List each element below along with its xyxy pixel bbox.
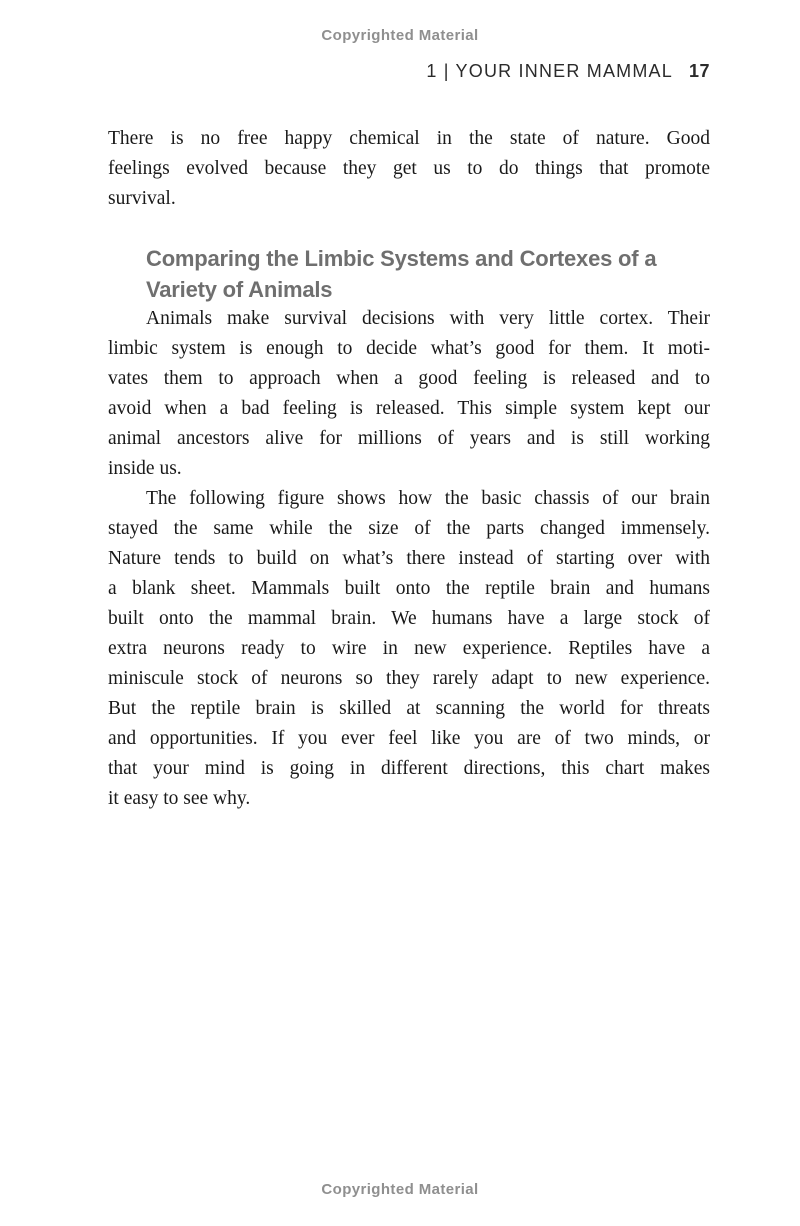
text-line: and opportunities. If you ever feel like you are of two minds, or (108, 728, 710, 749)
text-line: Nature tends to build on what’s there instead of starting over with (108, 548, 710, 569)
text-line: that your mind is going in different directions, this chart makes (108, 758, 710, 779)
text-line: Comparing the Limbic Systems and Cortexes of a (146, 246, 657, 271)
page-number: 17 (688, 61, 710, 81)
text-line: stayed the same while the size of the parts changed immensely. (108, 518, 710, 539)
text-line: limbic system is enough to decide what’s good for them. It moti- (108, 338, 710, 359)
text-line: The following figure shows how the basic chassis of our brain (146, 488, 710, 509)
text-line: vates them to approach when a good feeling is released and to (108, 368, 710, 389)
section-heading (146, 243, 710, 305)
text-line: feelings evolved because they get us to do things that promote (108, 158, 710, 179)
text-line: a blank sheet. Mammals built onto the reptile brain and humans (108, 578, 710, 599)
paragraph-intro (108, 124, 710, 214)
paragraph-limbic-system (108, 304, 710, 484)
copyright-watermark-top: Copyrighted Material (321, 27, 479, 44)
running-header (426, 61, 710, 82)
copyright-watermark-bottom: Copyrighted Material (321, 1181, 479, 1198)
paragraph-brain-chassis (108, 484, 710, 814)
text-line: Animals make survival decisions with very little cortex. Their (146, 308, 710, 329)
text-line: There is no free happy chemical in the state of nature. Good (108, 128, 710, 149)
text-line: miniscule stock of neurons so they rarely adapt to new experience. (108, 668, 710, 689)
text-line: it easy to see why. (108, 788, 251, 809)
text-line: But the reptile brain is skilled at scanning the world for threats (108, 698, 710, 719)
text-line: avoid when a bad feeling is released. This simple system kept our (108, 398, 710, 419)
text-line: built onto the mammal brain. We humans have a large stock of (108, 608, 710, 629)
text-line: inside us. (108, 458, 182, 479)
text-line: animal ancestors alive for millions of years and is still working (108, 428, 710, 449)
chapter-title: 1 | YOUR INNER MAMMAL (426, 61, 673, 81)
text-line: extra neurons ready to wire in new experience. Reptiles have a (108, 638, 710, 659)
text-line: Variety of Animals (146, 277, 333, 302)
text-line: survival. (108, 188, 176, 209)
